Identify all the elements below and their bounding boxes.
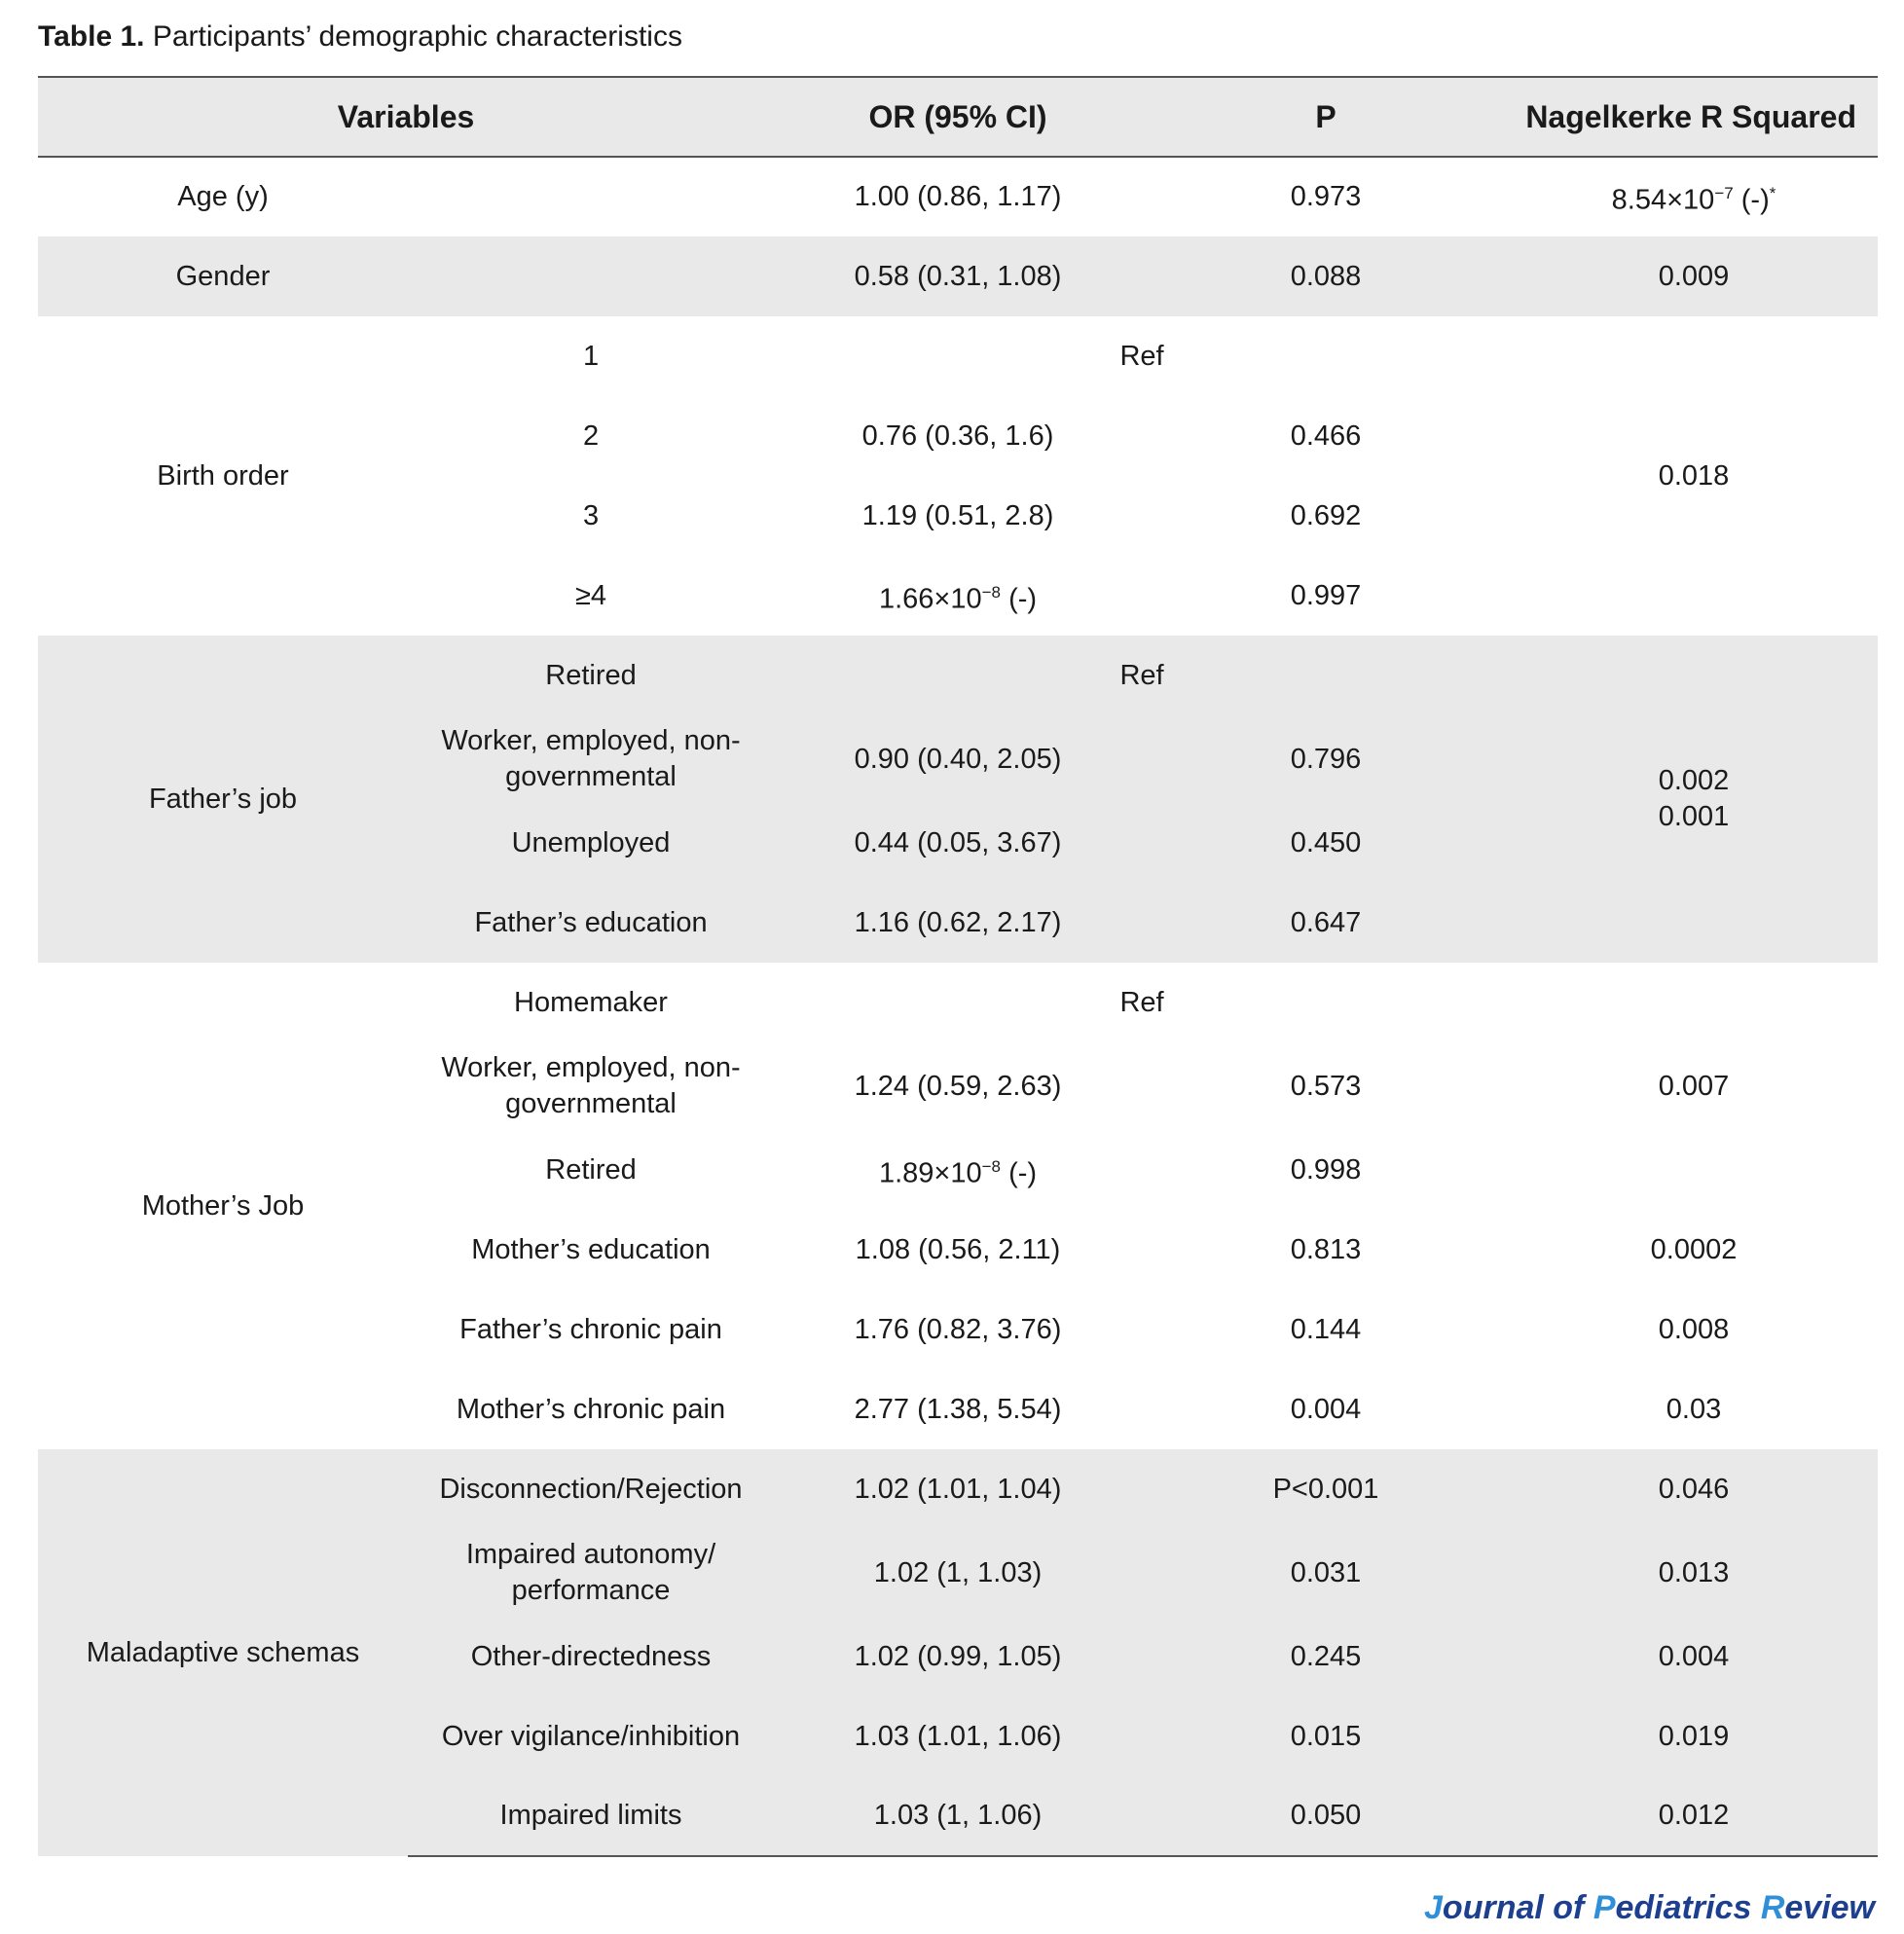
cell-or: 1.16 (0.62, 2.17) [774,883,1142,963]
cell-sub: Worker, employed, non-governmental [441,1052,741,1119]
cell-sub: Father’s chronic pain [459,1313,722,1345]
table-row [38,316,1878,396]
cell-or: $1.89\times 10^{-8}$ (-) [878,1156,1038,1189]
cell-r2: 0.013 [1510,1529,1878,1617]
cell-p: 0.004 [1290,1393,1362,1425]
cell-or: 1.03 (1, 1.06) [774,1776,1142,1856]
group-fathers-job: Father’s job [38,636,408,963]
group-gender: Gender [38,237,408,316]
table-row [38,1449,1878,1529]
demographics-table [38,76,1878,1857]
cell-p: 0.692 [1290,499,1362,531]
cell-sub: Disconnection/Rejection [408,1449,774,1529]
cell-or: 0.44 (0.05, 3.67) [774,803,1142,883]
cell-r2: 0.012 [1510,1776,1878,1856]
table-row [38,157,1878,237]
cell-or: 1.03 (1.01, 1.06) [774,1697,1142,1776]
cell-r2: 0.009 [1510,237,1878,316]
cell-p: 0.015 [1142,1697,1510,1776]
cell-p: 0.144 [1290,1313,1362,1345]
cell-p: 0.450 [1142,803,1510,883]
cell-p: 0.973 [1290,181,1362,212]
cell-sub: Retired [545,1153,637,1186]
cell-or: 0.76 (0.36, 1.6) [861,420,1054,452]
cell-ref: Ref [1119,986,1164,1018]
cell-or: 1.02 (1, 1.03) [774,1529,1142,1617]
cell-p: 0.813 [1290,1233,1362,1265]
cell-r2: 0.019 [1510,1697,1878,1776]
cell-sub: Worker, employed, non-governmental [408,715,774,803]
header-p: P [1142,77,1510,157]
group-schemas: Maladaptive schemas [38,1449,408,1856]
cell-or: 1.02 (0.99, 1.05) [774,1617,1142,1697]
cell-p: 0.997 [1290,579,1362,611]
cell-p: 0.031 [1142,1529,1510,1617]
cell-r2: 0.008 [1658,1313,1730,1345]
header-row [38,77,1878,157]
cell-r2: 0.0002 [1650,1233,1738,1265]
cell-ref: Ref [774,636,1510,715]
cell-p: 0.466 [1290,420,1362,452]
table-caption-text: Participants’ demographic characteristics [152,20,682,53]
cell-or: 1.24 (0.59, 2.63) [854,1070,1062,1102]
table-row [38,237,1878,316]
group-age: Age (y) [177,181,269,212]
header-or: OR (95% CI) [774,77,1142,157]
cell-r2: 0.007 [1658,1070,1730,1102]
cell-p: 0.088 [1142,237,1510,316]
cell-sub: ≥4 [574,579,607,611]
cell-or: 1.08 (0.56, 2.11) [855,1233,1061,1265]
cell-ref: Ref [1119,340,1164,372]
table-caption [38,18,682,56]
cell-sub: 2 [582,420,600,452]
cell-or: 1.02 (1.01, 1.04) [774,1449,1142,1529]
cell-sub: Impaired autonomy/ performance [408,1529,774,1617]
cell-r2: 0.046 [1510,1449,1878,1529]
cell-or: 2.77 (1.38, 5.54) [854,1393,1062,1425]
cell-or: 0.58 (0.31, 1.08) [774,237,1142,316]
cell-r2: 0.018 [1658,459,1730,492]
cell-or: 1.76 (0.82, 3.76) [854,1313,1062,1345]
cell-p: 0.050 [1142,1776,1510,1856]
cell-r2: 0.004 [1510,1617,1878,1697]
cell-or: 1.19 (0.51, 2.8) [861,499,1054,531]
cell-sub: Homemaker [514,986,668,1018]
cell-sub: Unemployed [408,803,774,883]
cell-r2: 0.03 [1666,1393,1722,1425]
header-variables: Variables [38,77,774,157]
journal-logo: Journal of Pediatrics Review [1424,1889,1875,1926]
cell-p: 0.647 [1142,883,1510,963]
table-row [38,636,1878,715]
table-row [38,963,1878,1042]
group-birth-order: Birth order [157,459,289,492]
cell-or: 0.90 (0.40, 2.05) [774,715,1142,803]
cell-sub: Father’s education [408,883,774,963]
cell-r2: $8.54\times 10^{-7}$ (-)* [1611,184,1776,216]
cell-sub: Mother’s chronic pain [456,1393,726,1425]
cell-sub: Mother’s education [471,1233,711,1265]
cell-sub: Impaired limits [408,1776,774,1856]
table-caption-label: Table 1. [38,20,145,53]
cell-sub: 3 [582,499,600,531]
cell-p: 0.998 [1290,1153,1362,1186]
cell-r2: 0.002 0.001 [1510,636,1878,963]
cell-sub: Other-directedness [408,1617,774,1697]
cell-sub: 1 [582,340,600,372]
cell-p: 0.796 [1142,715,1510,803]
cell-p: 0.245 [1142,1617,1510,1697]
cell-sub: Retired [408,636,774,715]
cell-p: P<0.001 [1142,1449,1510,1529]
cell-or: $1.66\times 10^{-8}$ (-) [878,582,1038,615]
group-mothers-job: Mother’s Job [141,1189,305,1222]
cell-p: 0.573 [1290,1070,1362,1102]
cell-sub: Over vigilance/inhibition [408,1697,774,1776]
cell-or: 1.00 (0.86, 1.17) [854,181,1062,212]
header-nagelkerke: Nagelkerke R Squared [1510,77,1878,157]
